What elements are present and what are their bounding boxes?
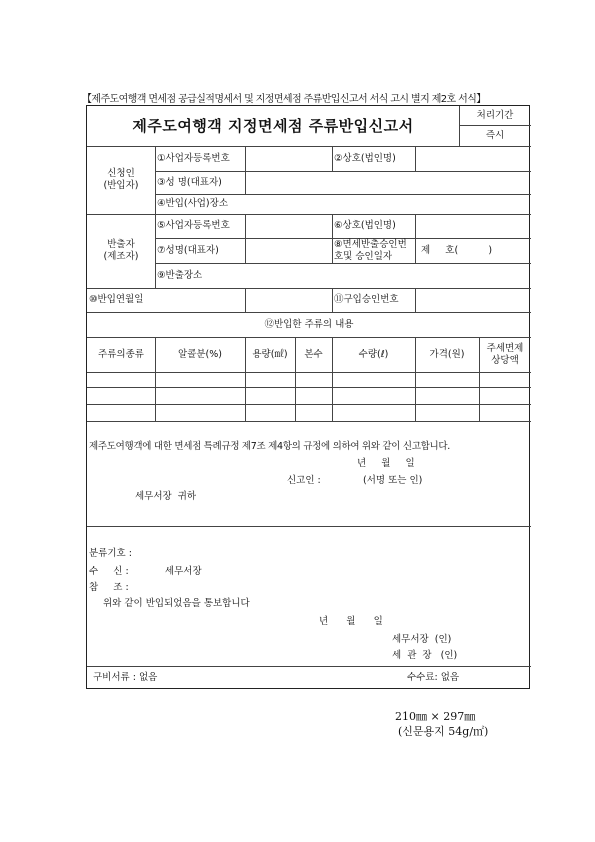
shipper-place-label: ⑨반출장소 (157, 269, 203, 281)
col-header-quantity: 수량(ℓ) (358, 348, 389, 360)
declaration-reporter: 신고인 : (서명 또는 인) (287, 475, 423, 486)
purchase-no-field[interactable] (415, 288, 531, 312)
shipper-license-label (332, 238, 415, 263)
shipper-label-line2: (제조자) (103, 251, 139, 262)
form-title: 제주도여행객 지정면세점 주류반입신고서 (132, 116, 414, 135)
shipper-license-label-line2: 호및 승인일자 (334, 250, 393, 262)
purchase-no-label: ⑪구입승인번호 (334, 294, 399, 306)
declaration-addressee: 세무서장 귀하 (135, 491, 197, 502)
declaration-statement: 제주도여행객에 대한 면세점 특례규정 제7조 제4항의 규정에 의하여 위와 같이 신고합니다. (89, 441, 450, 452)
applicant-name-field[interactable] (245, 171, 531, 194)
applicant-trade-name-label: ②상호(법인명) (334, 152, 396, 164)
table-row[interactable] (87, 372, 531, 387)
applicant-label-line2: (반입자) (103, 180, 139, 191)
applicant-trade-name-field[interactable] (415, 146, 531, 171)
shipper-label (87, 214, 155, 288)
applicant-address-field[interactable] (245, 194, 531, 214)
col-header-tax-exempt: 주세면제 상당액 (486, 342, 524, 366)
fee-text: 수수료: 없음 (407, 672, 460, 684)
shipper-license-label-line1: ⑧면세반출승인번 (334, 238, 407, 250)
col-header-price: 가격(원) (429, 348, 465, 360)
col-header-volume: 용량(㎖) (252, 348, 288, 360)
applicant-biz-no-label: ①사업자등록번호 (157, 152, 230, 164)
shipper-biz-no-label: ⑤사업자등록번호 (157, 220, 230, 232)
col-header-alcohol: 알콜분(%) (178, 348, 222, 360)
declaration-form (86, 105, 530, 689)
applicant-biz-no-field[interactable] (245, 146, 332, 171)
col-header-bottles: 본수 (304, 348, 323, 360)
shipper-trade-name-field[interactable] (415, 214, 531, 238)
applicant-name-label: ③성 명(대표자) (157, 176, 222, 188)
notice-tax-chief: 세무서장 (인) (392, 634, 452, 645)
import-date-field[interactable] (155, 288, 332, 312)
shipper-license-value[interactable]: 제 호( ) (421, 244, 493, 256)
applicant-label-line1: 신청인 (107, 168, 135, 180)
processing-period-value: 즉시 (485, 129, 505, 141)
import-date-label: ⑩반입연월일 (89, 294, 144, 306)
form-header-note: 【제주도여행객 면세점 공급실적명세서 및 지정면세점 주류반입신고서 서식 고시 별지 제2호 서식】 (82, 94, 486, 105)
col-header-type: 주류의종류 (98, 348, 144, 360)
shipper-trade-name-label: ⑥상호(법인명) (334, 220, 396, 232)
shipper-name-field[interactable] (245, 238, 332, 263)
attachments-text: 구비서류 : 없음 (93, 672, 158, 684)
notice-date: 년 월 일 (319, 616, 383, 627)
shipper-biz-no-field[interactable] (245, 214, 332, 238)
table-row[interactable] (87, 404, 531, 421)
applicant-address-label: ④반입(사업)장소 (157, 198, 228, 210)
shipper-place-field[interactable] (245, 263, 531, 288)
table-row[interactable] (87, 387, 531, 404)
shipper-label-line1: 반출자 (107, 239, 135, 251)
shipper-name-label: ⑦성명(대표자) (157, 244, 219, 256)
notice-statement: 위와 같이 반입되었음을 통보합니다 (103, 598, 250, 609)
processing-period-label: 처리기간 (476, 109, 514, 121)
declaration-date: 년 월 일 (357, 458, 415, 469)
paper-type: (신문용지 54g/㎡) (398, 725, 489, 738)
notice-recipient: 수 신 : 세무서장 (89, 566, 202, 577)
liquor-section-title: ⑫반입한 주류의 내용 (264, 318, 354, 330)
paper-size: 210㎜ × 297㎜ (395, 710, 476, 723)
notice-reference: 참 조 : (89, 582, 129, 593)
notice-customs-chief: 세 관 장 (인) (392, 650, 458, 661)
applicant-label (87, 146, 155, 214)
notice-class-code: 분류기호 : (89, 548, 132, 559)
